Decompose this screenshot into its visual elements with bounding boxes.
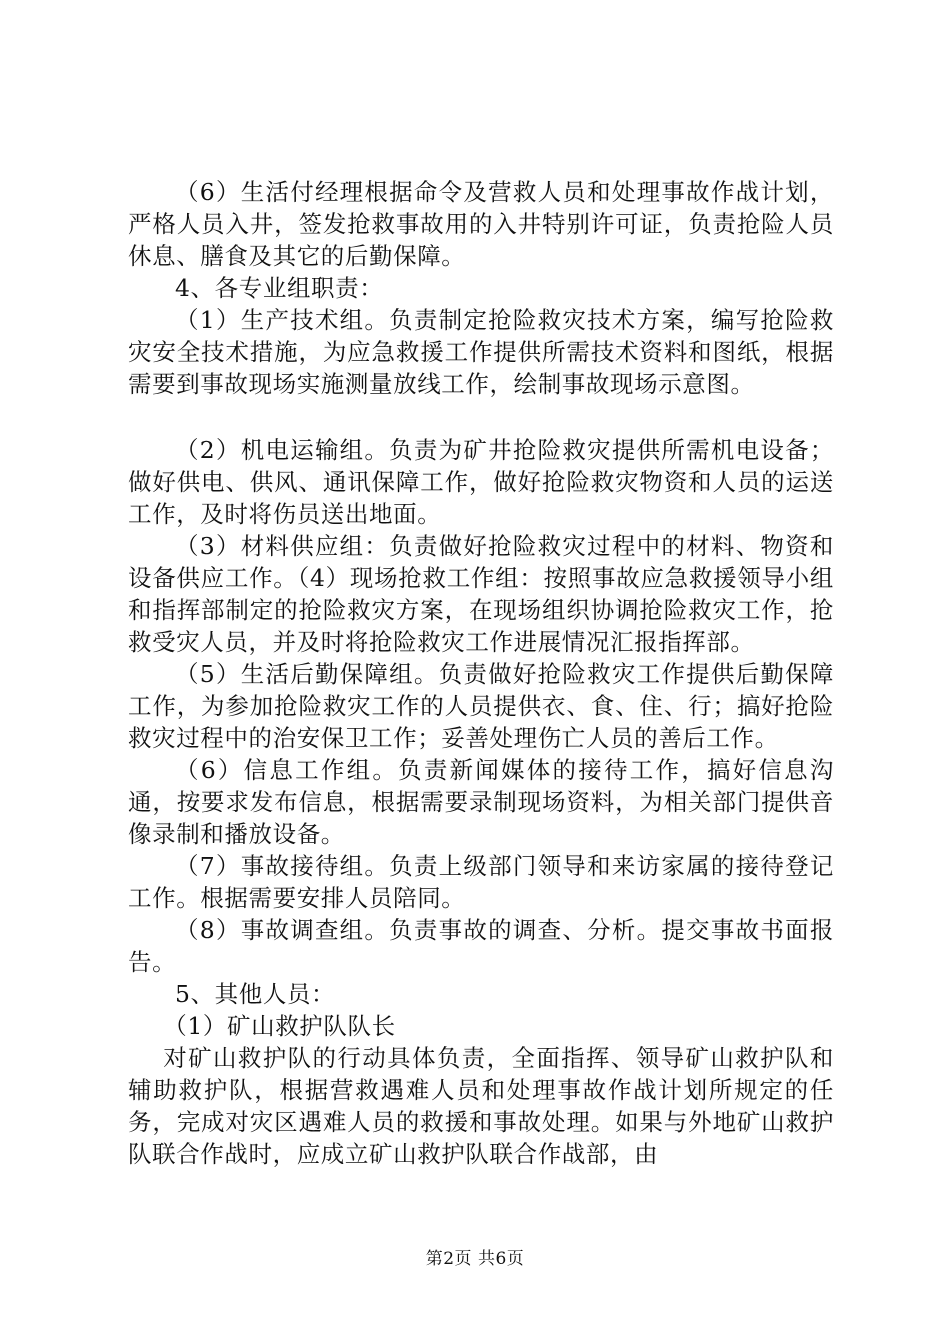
paragraph-production-tech-group: （1）生产技术组。负责制定抢险救灾技术方案，编写抢险救灾安全技术措施，为应急救援工作提供所需技术资料和图纸，根据需要到事故现场实施测量放线工作，绘制事故现场示意图。	[128, 306, 834, 398]
paragraph-investigation-group: （8）事故调查组。负责事故的调查、分析。提交事故书面报告。	[128, 916, 834, 976]
subheading-rescue-team-leader: （1）矿山救护队队长	[163, 1012, 396, 1040]
paragraph-deputy-manager-duties: （6）生活付经理根据命令及营救人员和处理事故作战计划，严格人员入井，签发抢救事故用的入井特别许可证，负责抢险人员休息、膳食及其它的后勤保障。	[128, 178, 834, 270]
paragraph-information-group: （6）信息工作组。负责新闻媒体的接待工作，搞好信息沟通，按要求发布信息，根据需要录制现场资料，为相关部门提供音像录制和播放设备。	[128, 756, 834, 848]
paragraph-rescue-team-leader-duties: 对矿山救护队的行动具体负责，全面指挥、领导矿山救护队和辅助救护队，根据营救遇难人员和处理事故作战计划所规定的任务，完成对灾区遇难人员的救援和事故处理。如果与外地矿山救护队联合作战时，应成立矿山救护队联合作战部，由	[128, 1044, 834, 1168]
paragraph-reception-group: （7）事故接待组。负责上级部门领导和来访家属的接待登记工作。根据需要安排人员陪同。	[128, 852, 834, 912]
paragraph-logistics-group: （5）生活后勤保障组。负责做好抢险救灾工作提供后勤保障工作，为参加抢险救灾工作的人员提供衣、食、住、行；搞好抢险救灾过程中的治安保卫工作；妥善处理伤亡人员的善后工作。	[128, 660, 834, 752]
section-heading-other-personnel: 5、其他人员：	[175, 980, 336, 1008]
page-footer: 第2页 共6页	[425, 1249, 525, 1269]
paragraph-materials-and-rescue-group: （3）材料供应组：负责做好抢险救灾过程中的材料、物资和设备供应工作。（4）现场抢救工作组：按照事故应急救援领导小组和指挥部制定的抢险救灾方案，在现场组织协调抢险救灾工作，抢救受灾人员，并及时将抢险救灾工作进展情况汇报指挥部。	[128, 532, 834, 656]
section-heading-group-duties: 4、各专业组职责：	[175, 274, 384, 302]
document-body	[128, 176, 834, 1170]
paragraph-electromechanical-group: （2）机电运输组。负责为矿井抢险救灾提供所需机电设备；做好供电、供风、通讯保障工作，做好抢险救灾物资和人员的运送工作，及时将伤员送出地面。	[128, 436, 834, 528]
